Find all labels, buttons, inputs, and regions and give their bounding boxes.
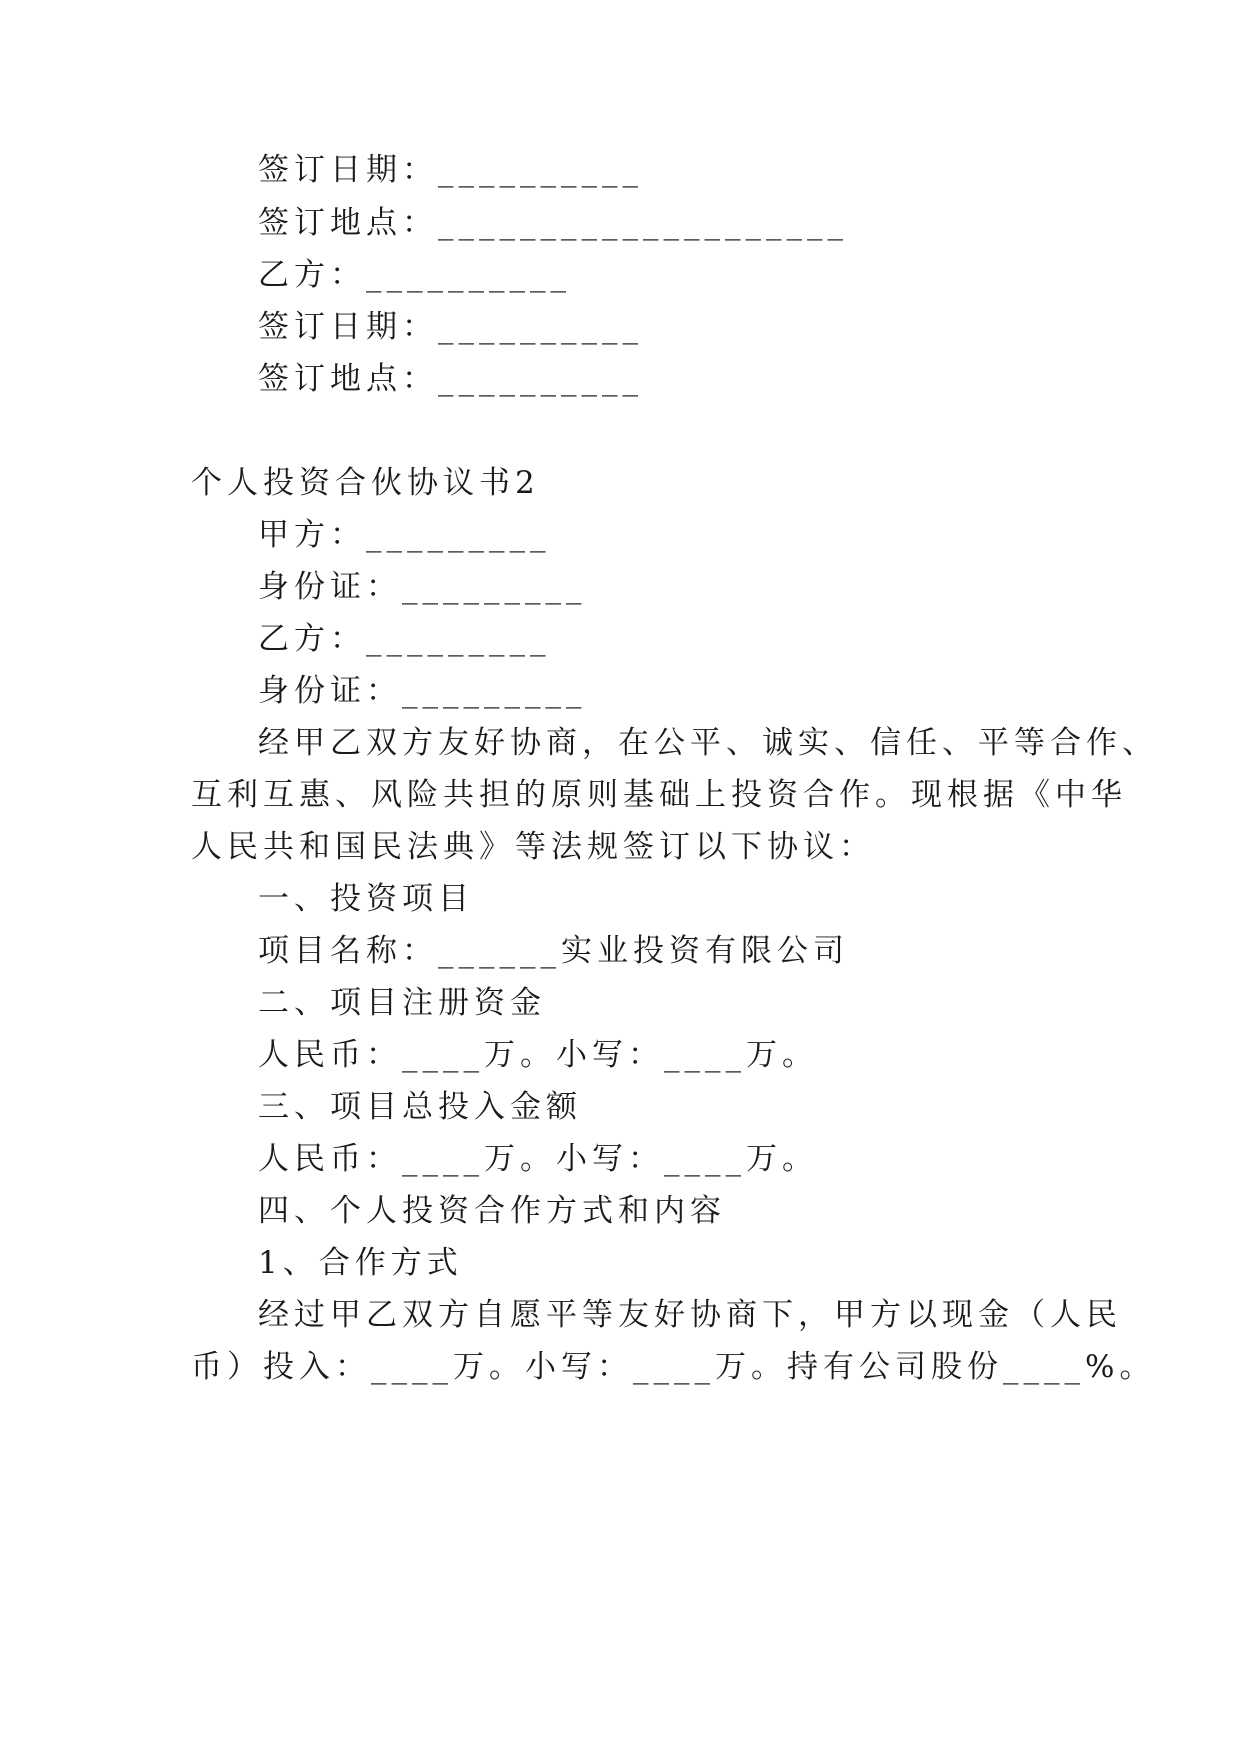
intro-paragraph-line-1: 经甲乙双方友好协商，在公平、诚实、信任、平等合作、 <box>258 725 1158 761</box>
party-b-signing-place: 签订地点：__________ <box>258 361 643 397</box>
party-b-id-field: 身份证：_________ <box>258 673 587 709</box>
party-b-field: 乙方：_________ <box>258 621 551 657</box>
section-heading-cooperation-method: 四、个人投资合作方式和内容 <box>258 1193 726 1229</box>
party-a-signing-date: 签订日期：__________ <box>258 152 643 188</box>
registered-capital-amount: 人民币：____万。小写：____万。 <box>258 1037 818 1073</box>
party-a-id-field: 身份证：_________ <box>258 569 587 605</box>
section-heading-total-investment: 三、项目总投入金额 <box>258 1089 582 1125</box>
section-heading-registered-capital: 二、项目注册资金 <box>258 985 546 1021</box>
total-investment-amount: 人民币：____万。小写：____万。 <box>258 1141 818 1177</box>
cooperation-paragraph-line-1: 经过甲乙双方自愿平等友好协商下，甲方以现金（人民 <box>258 1297 1122 1333</box>
document-title: 个人投资合伙协议书2 <box>191 465 540 501</box>
cooperation-paragraph-line-2: 币）投入：____万。小写：____万。持有公司股份____%。 <box>191 1349 1156 1385</box>
project-name-field: 项目名称：______实业投资有限公司 <box>258 933 849 969</box>
party-b-signature: 乙方：__________ <box>258 257 571 293</box>
party-a-signing-place: 签订地点：____________________ <box>258 205 848 241</box>
intro-paragraph-line-2: 互利互惠、风险共担的原则基础上投资合作。现根据《中华 <box>191 777 1127 813</box>
subheading-cooperation-mode: 1、合作方式 <box>258 1245 463 1281</box>
party-b-signing-date: 签订日期：__________ <box>258 309 643 345</box>
intro-paragraph-line-3: 人民共和国民法典》等法规签订以下协议： <box>191 829 875 865</box>
section-heading-investment-project: 一、投资项目 <box>258 881 474 917</box>
party-a-field: 甲方：_________ <box>258 517 551 553</box>
